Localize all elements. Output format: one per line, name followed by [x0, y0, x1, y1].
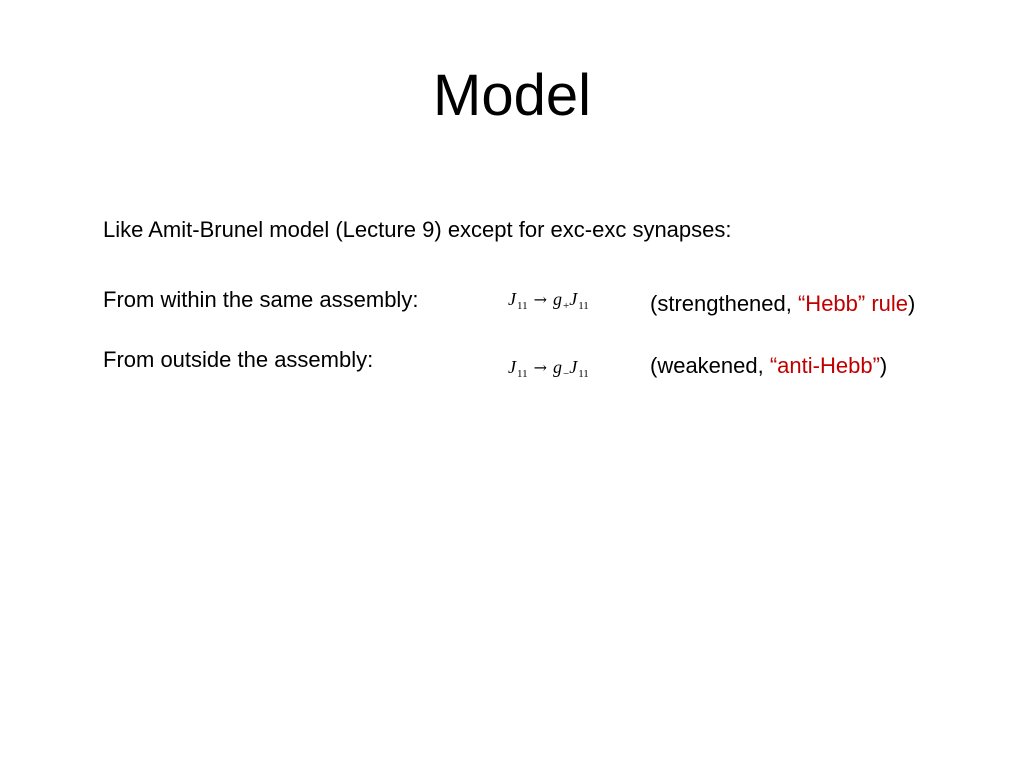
eq-rhs-var: J: [569, 357, 578, 377]
eq-factor-sub: +: [563, 300, 570, 312]
eq-lhs-sub: 11: [517, 300, 528, 312]
note-outside-highlight: “anti-Hebb”: [769, 353, 880, 378]
eq-rhs-var: J: [569, 289, 578, 309]
note-within-highlight: “Hebb” rule: [797, 291, 909, 316]
note-within: [650, 291, 915, 317]
note-within-close: ): [908, 291, 916, 316]
note-outside-close: ): [879, 353, 888, 378]
eq-factor-var: g: [553, 289, 562, 309]
eq-lhs-var: J: [508, 357, 516, 377]
eq-factor-var: g: [553, 357, 562, 377]
eq-lhs-var: J: [508, 289, 516, 309]
note-outside-open: (weakened,: [650, 353, 770, 378]
equation-outside: [508, 356, 589, 385]
eq-rhs-sub: 11: [578, 368, 589, 380]
eq-lhs-sub: 11: [517, 368, 528, 380]
note-within-open: (strengthened,: [650, 291, 798, 316]
row-label-outside: From outside the assembly:: [103, 347, 374, 372]
eq-factor-sub: −: [563, 368, 570, 380]
row-label-within: From within the same assembly:: [103, 287, 419, 312]
equation-within: [508, 288, 589, 317]
intro-text: Like Amit-Brunel model (Lecture 9) except for exc-exc synapses:: [103, 217, 732, 242]
right-arrow-icon: →: [533, 358, 547, 377]
note-outside: [650, 353, 887, 379]
right-arrow-icon: →: [533, 290, 547, 309]
slide-title: Model: [433, 63, 591, 128]
eq-rhs-sub: 11: [578, 300, 589, 312]
